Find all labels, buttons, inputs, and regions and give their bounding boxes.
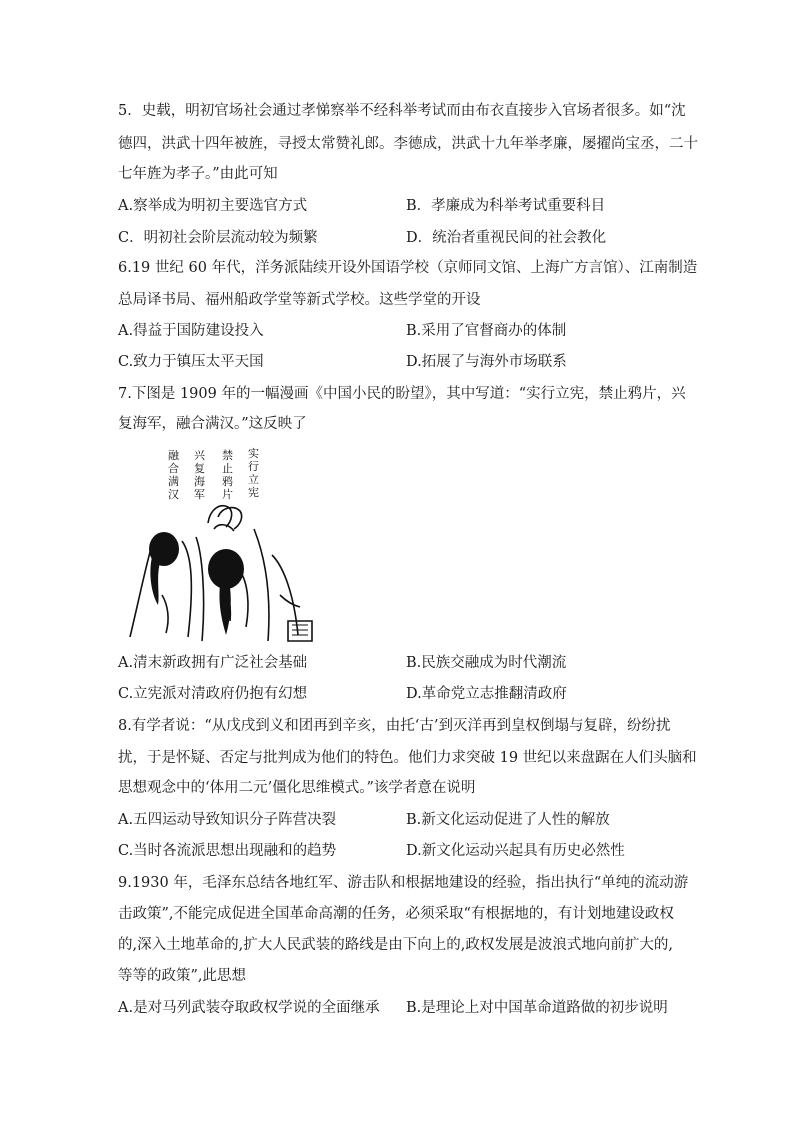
- q7-option-b: B.民族交融成为时代潮流: [406, 655, 567, 671]
- q5-stem-line-1: 5．史载，明初官场社会通过孝悌察举不经科举考试而由布衣直接步入官场者很多。如“沈: [118, 103, 686, 119]
- caption-2-char-4: 片: [222, 488, 233, 501]
- q7-option-c: C.立宪派对清政府仍抱有幻想: [118, 686, 308, 702]
- caption-2-char-2: 止: [222, 462, 233, 475]
- caption-column-2: [222, 448, 233, 501]
- q9-stem-line-3: 的,深入土地革命的,扩大人民武装的路线是由下向上的,政权发展是波浪式地向前扩大的,: [118, 937, 673, 953]
- cartoon-drawing: [122, 445, 322, 645]
- q8-stem-line-3: 思想观念中的‘体用二元’僵化思维模式。”该学者意在说明: [118, 780, 476, 796]
- q6-option-c: C.致力于镇压太平天国: [118, 354, 264, 370]
- q7-option-d: D.革命党立志推翻清政府: [406, 686, 567, 702]
- caption-1-char-1: 实: [248, 447, 259, 460]
- caption-1-char-3: 立: [248, 473, 259, 486]
- caption-4-char-3: 满: [168, 475, 179, 488]
- caption-3-char-3: 海: [194, 475, 205, 488]
- q8-option-c: C.当时各流派思想出现融和的趋势: [118, 843, 337, 859]
- q8-stem-line-2: 扰，于是怀疑、否定与批判成为他们的特色。他们力求突破 19 世纪以来盘踞在人们头脑和: [118, 750, 697, 766]
- caption-4-char-2: 合: [168, 462, 179, 475]
- q8-option-d: D.新文化运动兴起具有历史必然性: [406, 843, 625, 859]
- caption-column-1: [248, 447, 259, 499]
- q5-option-a: A.察举成为明初主要选官方式: [118, 198, 308, 214]
- q6-option-a: A.得益于国防建设投入: [118, 323, 264, 339]
- q9-stem-line-4: 等等的政策”,此思想: [118, 968, 247, 984]
- q9-option-b: B.是理论上对中国革命道路做的初步说明: [406, 1000, 668, 1016]
- middle-queue: [219, 585, 230, 635]
- left-queue: [150, 557, 160, 605]
- q6-option-b: B.采用了官督商办的体制: [406, 323, 567, 339]
- q9-stem-line-2: 击政策”,不能完成促进全国革命高潮的任务，必须采取“有根据地的，有计划地建设政权: [118, 906, 674, 922]
- caption-4-char-4: 汉: [168, 488, 179, 501]
- caption-column-4: [168, 448, 180, 501]
- q7-stem-line-1: 7.下图是 1909 年的一幅漫画《中国小民的盼望》，其中写道：“实行立宪，禁止鸦片，兴: [118, 386, 686, 402]
- q5-option-d: D．统治者重视民间的社会教化: [406, 230, 607, 246]
- q6-stem-line-2: 总局译书局、福州船政学堂等新式学校。这些学堂的开设: [118, 292, 481, 308]
- caption-2-char-1: 禁: [222, 449, 233, 462]
- q8-stem-line-1: 8.有学者说：“从戊戌到义和团再到辛亥，由托‘古’到灭洋再到皇权倒塌与复辟，纷纷扰: [118, 718, 671, 734]
- caption-2-char-3: 鸦: [222, 475, 233, 488]
- caption-3-char-1: 兴: [194, 449, 205, 462]
- middle-head: [208, 549, 244, 589]
- q5-stem-line-2: 德四，洪武十四年被旌，寻授太常赞礼郎。李德成，洪武十九年举孝廉，屡擢尚宝丞，二十: [118, 136, 698, 152]
- caption-3-char-4: 军: [194, 488, 205, 501]
- q7-stem-line-2: 复海军，融合满汉。”这反映了: [118, 416, 307, 432]
- q9-stem-line-1: 9.1930 年，毛泽东总结各地红军、游击队和根据地建设的经验，指出执行“单纯的流动游: [118, 875, 689, 891]
- q5-option-b: B．孝廉成为科举考试重要科目: [406, 198, 606, 214]
- q9-option-a: A.是对马列武装夺取政权学说的全面继承: [118, 1000, 380, 1016]
- q6-stem-line-1: 6.19 世纪 60 年代，洋务派陆续开设外国语学校（京师同文馆、上海广方言馆）、江南制造: [118, 260, 698, 276]
- q8-option-a: A.五四运动导致知识分子阵营决裂: [118, 812, 337, 828]
- q7-option-a: A.清末新政拥有广泛社会基础: [118, 655, 308, 671]
- caption-4-char-1: 融: [168, 449, 179, 462]
- caption-1-char-2: 行: [248, 460, 259, 473]
- cartoon-illustration: [122, 445, 322, 645]
- q5-option-c: C．明初社会阶层流动较为频繁: [118, 230, 318, 246]
- caption-1-char-4: 宪: [248, 486, 259, 499]
- caption-3-char-2: 复: [194, 462, 205, 475]
- q6-option-d: D.拓展了与海外市场联系: [406, 354, 567, 370]
- caption-column-3: [194, 449, 206, 501]
- q8-option-b: B.新文化运动促进了人性的解放: [406, 812, 610, 828]
- q5-stem-line-3: 七年旌为孝子。”由此可知: [118, 166, 278, 182]
